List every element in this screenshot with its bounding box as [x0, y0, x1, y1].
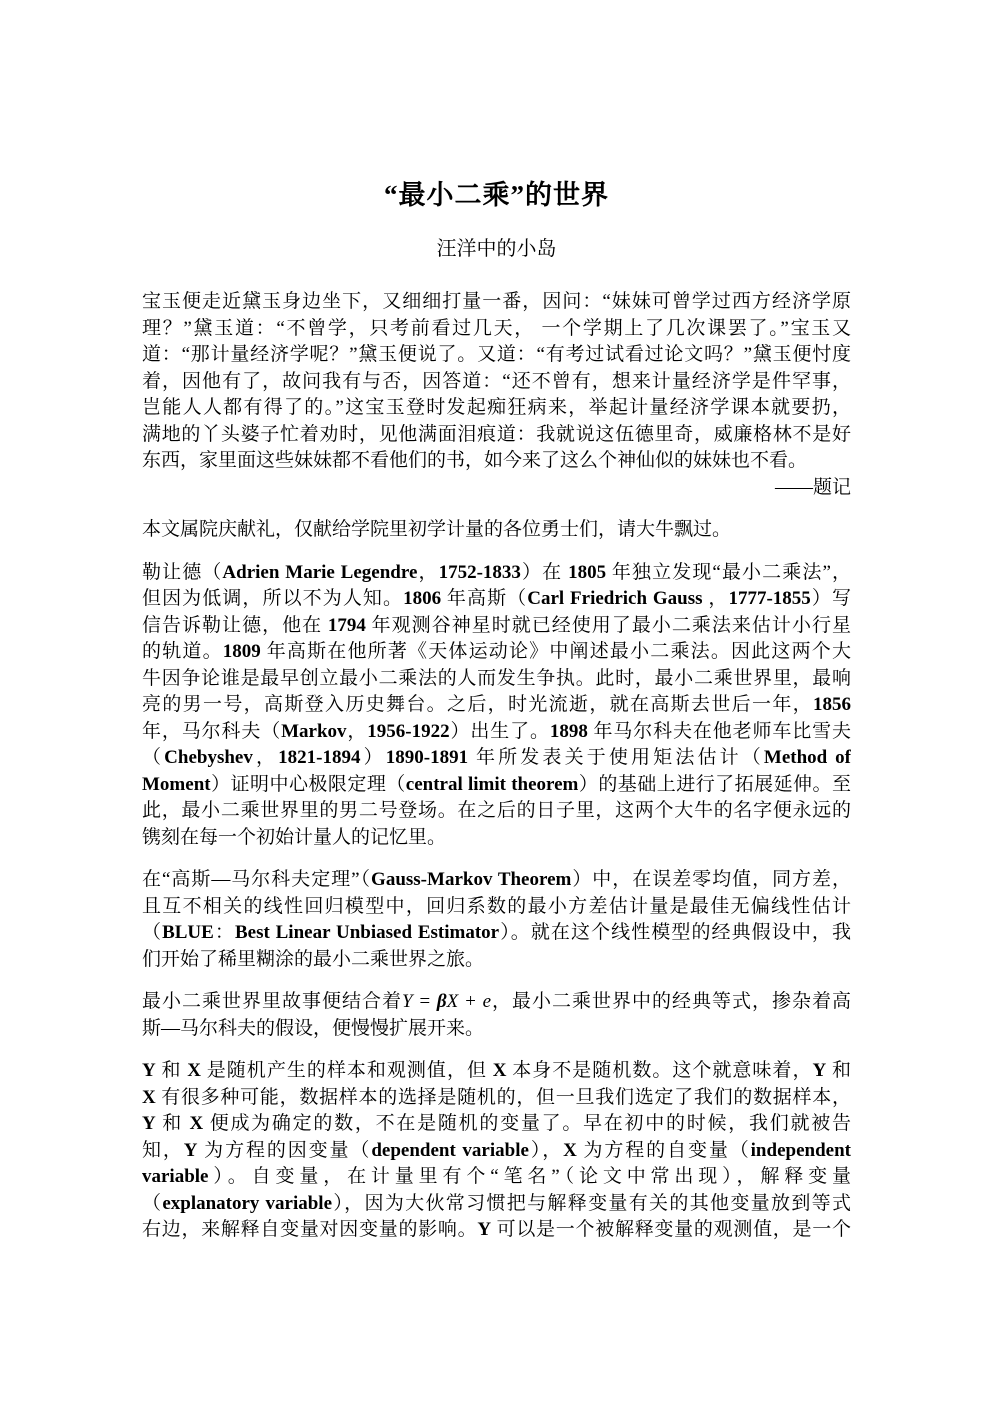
gauss-markov-paragraph	[142, 867, 851, 973]
text-line	[142, 422, 851, 449]
cjk-text: ，	[346, 720, 368, 742]
document-content	[142, 176, 851, 1244]
cjk-text: 理？”黛玉道：“不曾学，只考前看过几天， 一个学期上了几次课罢了。”宝玉又	[142, 317, 851, 339]
text-line	[142, 448, 851, 475]
cjk-text: ）中，在误差零均值，同方差，	[571, 869, 851, 890]
text-line	[142, 894, 851, 921]
text-line	[142, 1085, 851, 1112]
text-line	[142, 560, 851, 587]
cjk-text: ）。就在这个线性模型的经典假设中，我	[499, 922, 851, 943]
text-line	[142, 342, 851, 369]
cjk-text: 们开始了稀里糊涂的最小二乘世界之旅。	[142, 948, 485, 970]
cjk-text: 为方程的自变量（	[576, 1139, 751, 1161]
cjk-text: 本身不是随机数。这个就意味着，	[506, 1060, 813, 1081]
text-line	[142, 989, 851, 1016]
cjk-text: 知，	[142, 1139, 184, 1161]
cjk-text: 牛因争论谁是最早创立最小二乘法的人而发生争执。此时，最小二乘世界里，最响	[142, 667, 851, 689]
text-line	[142, 639, 851, 666]
cjk-text: 和	[155, 1060, 188, 1081]
text-line	[142, 947, 851, 974]
latin-bold-text: variable	[142, 1166, 209, 1187]
latin-bold-text: Y	[812, 1060, 827, 1081]
text-line	[142, 825, 851, 852]
text-line	[142, 1111, 851, 1138]
cjk-text: ，	[252, 747, 279, 768]
formula-text: e	[482, 991, 491, 1012]
cjk-text: 可以是一个被解释变量的观测值，是一个	[491, 1219, 851, 1240]
latin-bold-text: Adrien Marie Legendre	[222, 561, 418, 583]
latin-bold-text: central limit theorem	[405, 773, 579, 795]
latin-bold-text: Method of	[763, 747, 851, 768]
cjk-text: 为方程的因变量（	[197, 1139, 372, 1161]
latin-bold-text: independent	[750, 1139, 851, 1161]
text-line	[142, 1217, 851, 1244]
cjk-text: 最小二乘世界里故事便结合着	[142, 991, 402, 1012]
cjk-text: （	[142, 747, 165, 768]
text-line	[142, 1191, 851, 1218]
text-line	[142, 395, 851, 422]
latin-bold-text: X	[142, 1086, 156, 1108]
cjk-text: 亮的男一号，高斯登入历史舞台。之后，时光流逝，就在高斯去世后一年，	[142, 694, 813, 715]
cjk-text: ），	[528, 1139, 564, 1161]
latin-bold-text: 1777-1855	[728, 588, 811, 609]
cjk-text: 此，最小二乘世界里的男二号登场。在之后的日子里，这两个大牛的名字便永远的	[142, 800, 851, 821]
cjk-text: 镌刻在每一个初始计量人的记忆里。	[142, 826, 447, 848]
formula-paragraph	[142, 989, 851, 1042]
cjk-text: 本文属院庆献礼，仅献给学院里初学计量的各位勇士们，请大牛飘过。	[142, 519, 732, 540]
cjk-text: 年马尔科夫在他老师车比雪夫	[587, 720, 851, 742]
cjk-text: ）	[360, 747, 386, 768]
formula-text: Y	[401, 991, 413, 1012]
cjk-text: 年独立发现“最小二乘法”，	[606, 561, 851, 583]
latin-bold-text: Y	[142, 1060, 156, 1081]
cjk-text: 年高斯在他所著《天体运动论》中阐述最小二乘法。因此这两个大	[260, 641, 851, 662]
cjk-text: ：	[213, 922, 235, 943]
latin-bold-text: 1856	[813, 694, 851, 715]
epigraph-paragraph	[142, 289, 851, 501]
latin-bold-text: explanatory variable	[162, 1192, 333, 1214]
cjk-text: ，	[702, 588, 729, 609]
cjk-text: 年，马尔科夫（	[142, 720, 282, 742]
cjk-text: 和	[826, 1060, 851, 1081]
text-line	[142, 666, 851, 693]
cjk-text: 斯—马尔科夫的假设，便慢慢扩展开来。	[142, 1017, 485, 1039]
cjk-text: 年高斯（	[441, 588, 528, 609]
cjk-text: 年观测谷神星时就已经使用了最小二乘法来估计小行星	[365, 614, 851, 636]
cjk-text: 和	[155, 1113, 190, 1134]
cjk-text: 且互不相关的线性回归模型中，回归系数的最小方差估计量是最佳无偏线性估计	[142, 895, 851, 917]
text-line	[142, 316, 851, 343]
latin-bold-text: Moment	[142, 773, 211, 795]
cjk-text: 东西，家里面这些妹妹都不看他们的书，如今来了这么个神仙似的妹妹也不看。	[142, 450, 808, 471]
latin-bold-text: 1821-1894	[278, 747, 361, 768]
cjk-text: 勒让德（	[142, 561, 223, 583]
document-title: “最小二乘”的世界	[384, 180, 609, 210]
cjk-text: 右边，来解释自变量对因变量的影响。	[142, 1219, 478, 1240]
latin-bold-text: Y	[477, 1219, 492, 1240]
text-line	[142, 920, 851, 947]
cjk-text: 年所发表关于使用矩法估计（	[468, 747, 764, 768]
text-line	[142, 745, 851, 772]
latin-bold-text: 1890-1891	[385, 747, 469, 768]
text-line	[142, 475, 851, 502]
formula-text: =	[412, 991, 437, 1012]
latin-bold-text: Y	[183, 1139, 198, 1161]
cjk-text: ）出生了。	[449, 720, 550, 742]
cjk-text: （	[142, 922, 163, 943]
dedication-paragraph	[142, 517, 851, 544]
cjk-text: 信告诉勒让德，他在	[142, 614, 328, 636]
latin-bold-text: X	[492, 1060, 507, 1081]
text-line	[142, 772, 851, 799]
cjk-text: （	[142, 1192, 163, 1214]
text-line	[142, 692, 851, 719]
cjk-text: 在“高斯—马尔科夫定理”（	[142, 869, 372, 890]
text-line	[142, 719, 851, 746]
latin-bold-text: BLUE	[162, 922, 214, 943]
cjk-text: 宝玉便走近黛玉身边坐下，又细细打量一番，因问：“妹妹可曾学过西方经济学原	[142, 291, 851, 312]
cjk-text: ，最小二乘世界中的经典等式，掺杂着高	[491, 991, 851, 1012]
cjk-text: ）。自变量，在计量里有个“笔名”（论文中常出现），解释变量	[208, 1166, 851, 1187]
latin-bold-text: Best Linear Unbiased Estimator	[234, 922, 500, 943]
document-body	[142, 289, 851, 1244]
formula-text: X	[446, 991, 459, 1012]
cjk-text: ）在	[520, 561, 569, 583]
text-line	[142, 369, 851, 396]
latin-bold-text: Gauss-Markov Theorem	[371, 869, 572, 890]
latin-bold-text: 1805	[568, 561, 607, 583]
cjk-text: ——题记	[774, 476, 851, 498]
text-line	[142, 1058, 851, 1085]
history-paragraph	[142, 560, 851, 852]
latin-bold-text: 1794	[327, 614, 366, 636]
cjk-text: 着，因他有了，故问我有与否，因答道：“还不曾有，想来计量经济学是件罕事，	[142, 370, 851, 392]
text-line	[142, 586, 851, 613]
cjk-text: 便成为确定的数，不在是随机的变量了。早在初中的时候，我们就被告	[203, 1113, 851, 1134]
formula-text: β	[436, 991, 447, 1012]
text-line	[142, 798, 851, 825]
text-line	[142, 867, 851, 894]
document-author: 汪洋中的小岛	[436, 238, 557, 260]
latin-bold-text: Y	[142, 1113, 156, 1134]
cjk-text: 道：“那计量经济学呢？”黛玉便说了。又道：“有考过试看过论文吗？”黛玉便忖度	[142, 344, 851, 365]
cjk-text: 是随机产生的样本和观测值，但	[201, 1060, 493, 1081]
latin-bold-text: X	[187, 1060, 202, 1081]
cjk-text: 满地的丫头婆子忙着劝时，见他满面泪痕道：我就说这伍德里奇，威廉格林不是好	[142, 423, 851, 445]
variables-paragraph	[142, 1058, 851, 1244]
latin-bold-text: X	[563, 1139, 577, 1161]
latin-bold-text: dependent variable	[371, 1139, 529, 1161]
latin-bold-text: Carl Friedrich Gauss	[527, 588, 703, 609]
cjk-text: 有很多种可能，数据样本的选择是随机的，但一旦我们选定了我们的数据样本，	[155, 1086, 851, 1108]
text-line	[142, 289, 851, 316]
latin-bold-text: 1956-1922	[367, 720, 450, 742]
latin-bold-text: X	[189, 1113, 204, 1134]
formula-text: +	[458, 991, 483, 1012]
cjk-text: 但因为低调，所以不为人知。	[142, 588, 404, 609]
cjk-text: ）的基础上进行了拓展延伸。至	[578, 773, 851, 795]
cjk-text: ）证明中心极限定理（	[210, 773, 406, 795]
text-line	[142, 517, 851, 544]
cjk-text: ），因为大伙常习惯把与解释变量有关的其他变量放到等式	[332, 1192, 851, 1214]
cjk-text: 岂能人人都有得了的。”这宝玉登时发起痴狂病来，举起计量经济学课本就要扔，	[142, 397, 851, 418]
cjk-text: ，	[417, 561, 439, 583]
latin-bold-text: 1809	[222, 641, 261, 662]
text-line	[142, 613, 851, 640]
cjk-text: 的轨道。	[142, 641, 223, 662]
latin-bold-text: 1898	[549, 720, 588, 742]
cjk-text: ）写	[810, 588, 851, 609]
text-line	[142, 1138, 851, 1165]
text-line	[142, 1164, 851, 1191]
latin-bold-text: 1806	[403, 588, 442, 609]
latin-bold-text: 1752-1833	[438, 561, 521, 583]
latin-bold-text: Markov	[281, 720, 347, 742]
latin-bold-text: Chebyshev	[164, 747, 253, 768]
text-line	[142, 1016, 851, 1043]
